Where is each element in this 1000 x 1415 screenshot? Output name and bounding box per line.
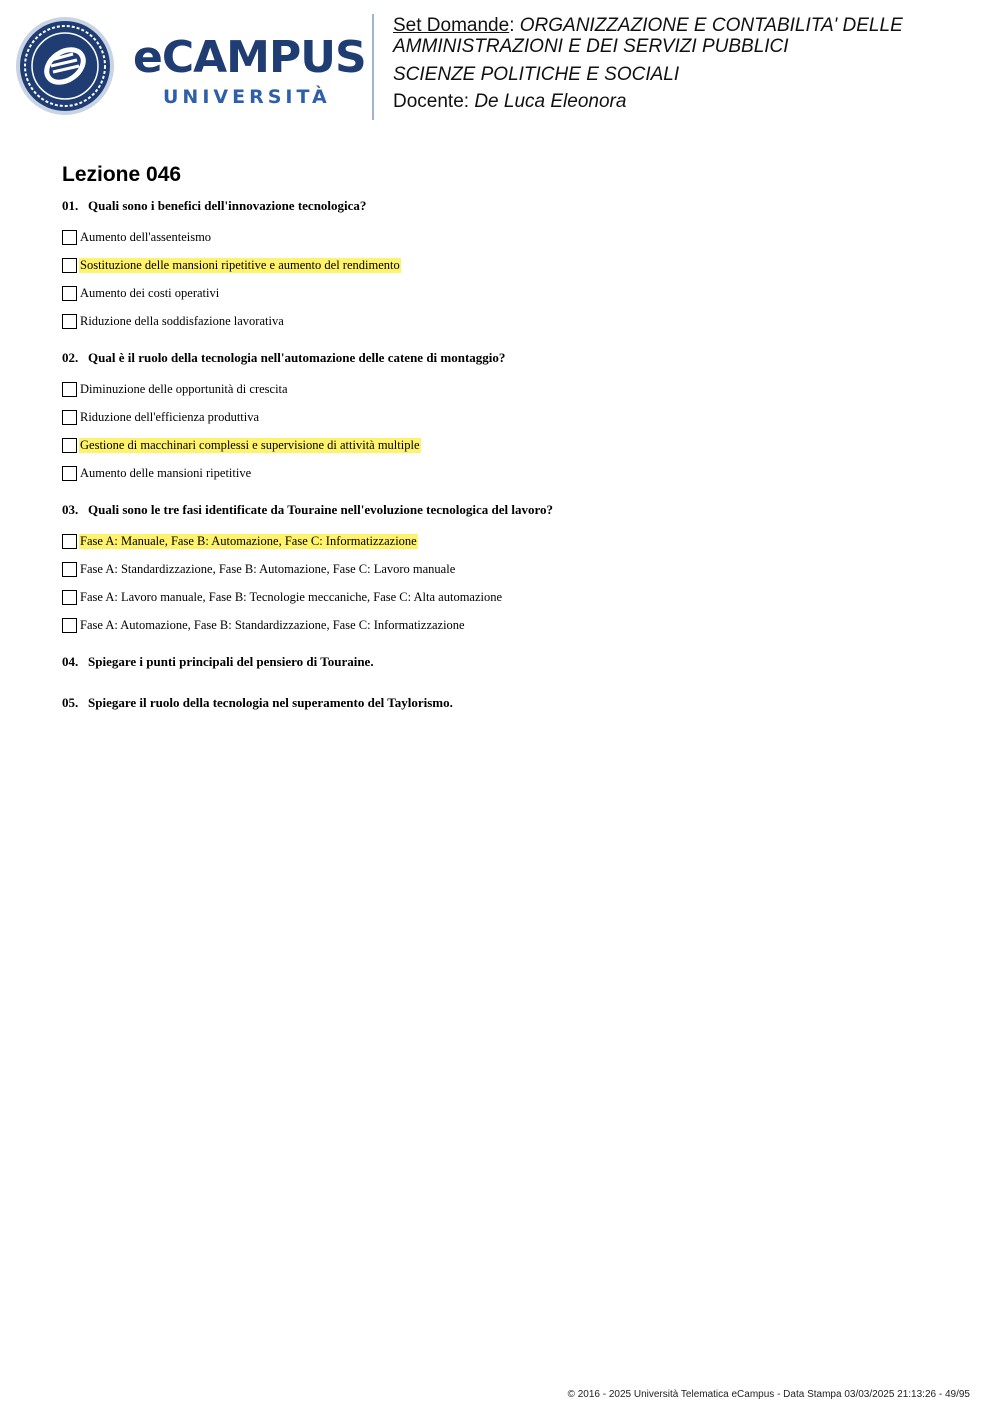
teacher-line bbox=[393, 91, 626, 112]
question-text: Spiegare i punti principali del pensiero di Touraine. bbox=[88, 654, 374, 669]
answer-option-highlighted[interactable] bbox=[62, 527, 962, 555]
checkbox[interactable] bbox=[62, 534, 77, 549]
question-block-open bbox=[62, 654, 962, 670]
question-heading bbox=[62, 350, 962, 366]
lesson-title: Lezione 046 bbox=[62, 163, 182, 186]
answer-option-highlighted[interactable] bbox=[62, 431, 962, 459]
option-label: Fase A: Standardizzazione, Fase B: Automazione, Fase C: Lavoro manuale bbox=[80, 561, 456, 576]
checkbox[interactable] bbox=[62, 258, 77, 273]
question-block-open bbox=[62, 695, 962, 711]
teacher-name: De Luca Eleonora bbox=[474, 91, 627, 112]
checkbox[interactable] bbox=[62, 438, 77, 453]
option-label: Aumento dei costi operativi bbox=[80, 285, 220, 300]
question-heading bbox=[62, 502, 962, 518]
university-seal-logo bbox=[15, 16, 115, 116]
option-label: Aumento dell'assenteismo bbox=[80, 229, 212, 244]
course-heading: Set Domande: ORGANIZZAZIONE E CONTABILITA' DELLE AMMINISTRAZIONI E DEI SERVIZI PUBBLICI bbox=[393, 15, 903, 57]
question-text: Quali sono le tre fasi identificate da Touraine nell'evoluzione tecnologica del lavoro? bbox=[88, 502, 553, 517]
question-block bbox=[62, 502, 962, 639]
checkbox[interactable] bbox=[62, 230, 77, 245]
answer-option[interactable] bbox=[62, 555, 962, 583]
question-list bbox=[62, 198, 962, 736]
answer-option[interactable] bbox=[62, 611, 962, 639]
answer-option[interactable] bbox=[62, 583, 962, 611]
option-label: Fase A: Lavoro manuale, Fase B: Tecnologie meccaniche, Fase C: Alta automazione bbox=[80, 589, 503, 604]
brand-logo-subtitle: UNIVERSITÀ bbox=[163, 86, 331, 108]
course-name: ORGANIZZAZIONE E CONTABILITA' DELLE AMMINISTRAZIONI E DEI SERVIZI PUBBLICI bbox=[393, 15, 903, 57]
brand-logo-text: eCAMPUS bbox=[133, 32, 366, 83]
answer-option[interactable] bbox=[62, 223, 962, 251]
checkbox[interactable] bbox=[62, 314, 77, 329]
checkbox[interactable] bbox=[62, 466, 77, 481]
question-heading bbox=[62, 654, 962, 670]
checkbox[interactable] bbox=[62, 286, 77, 301]
checkbox[interactable] bbox=[62, 382, 77, 397]
question-text: Qual è il ruolo della tecnologia nell'automazione delle catene di montaggio? bbox=[88, 350, 506, 365]
question-number: 02. bbox=[62, 350, 79, 365]
teacher-label: Docente: bbox=[393, 91, 470, 112]
page-header bbox=[0, 0, 1000, 130]
question-block bbox=[62, 198, 962, 335]
header-divider bbox=[372, 14, 374, 120]
option-label: Riduzione della soddisfazione lavorativa bbox=[80, 313, 284, 328]
question-heading bbox=[62, 198, 962, 214]
question-block bbox=[62, 350, 962, 487]
faculty-name: SCIENZE POLITICHE E SOCIALI bbox=[393, 64, 680, 85]
checkbox[interactable] bbox=[62, 590, 77, 605]
checkbox[interactable] bbox=[62, 618, 77, 633]
answer-option[interactable] bbox=[62, 307, 962, 335]
answer-option[interactable] bbox=[62, 279, 962, 307]
answer-option[interactable] bbox=[62, 403, 962, 431]
option-label: Gestione di macchinari complessi e supervisione di attività multiple bbox=[80, 437, 420, 452]
page-footer: © 2016 - 2025 Università Telematica eCampus - Data Stampa 03/03/2025 21:13:26 - 49/95 bbox=[567, 1389, 970, 1400]
question-number: 03. bbox=[62, 502, 79, 517]
option-label: Riduzione dell'efficienza produttiva bbox=[80, 409, 260, 424]
option-label: Diminuzione delle opportunità di crescita bbox=[80, 381, 288, 396]
question-number: 01. bbox=[62, 198, 79, 213]
answer-option[interactable] bbox=[62, 459, 962, 487]
answer-option[interactable] bbox=[62, 375, 962, 403]
option-label: Fase A: Automazione, Fase B: Standardizzazione, Fase C: Informatizzazione bbox=[80, 617, 465, 632]
question-number: 05. bbox=[62, 695, 79, 710]
question-heading bbox=[62, 695, 962, 711]
option-label: Aumento delle mansioni ripetitive bbox=[80, 465, 252, 480]
option-label: Fase A: Manuale, Fase B: Automazione, Fase C: Informatizzazione bbox=[80, 533, 417, 548]
checkbox[interactable] bbox=[62, 562, 77, 577]
question-text: Spiegare il ruolo della tecnologia nel superamento del Taylorismo. bbox=[88, 695, 453, 710]
question-text: Quali sono i benefici dell'innovazione tecnologica? bbox=[88, 198, 367, 213]
set-label: Set Domande bbox=[393, 15, 510, 36]
option-label: Sostituzione delle mansioni ripetitive e aumento del rendimento bbox=[80, 257, 400, 272]
question-number: 04. bbox=[62, 654, 79, 669]
answer-option-highlighted[interactable] bbox=[62, 251, 962, 279]
checkbox[interactable] bbox=[62, 410, 77, 425]
